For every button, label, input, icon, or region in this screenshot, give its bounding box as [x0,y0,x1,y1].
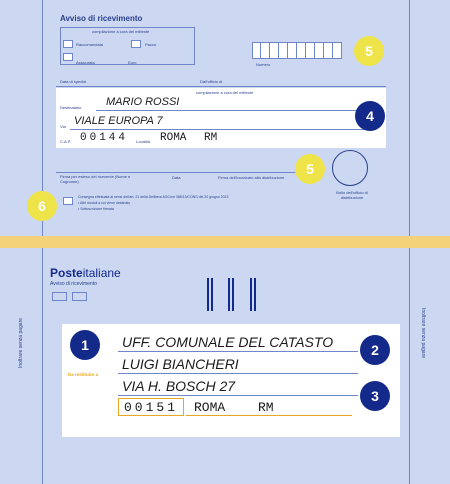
side-text-left: Inoltrare senza pagare [18,317,24,368]
small-box-1 [52,292,67,301]
cap-label: C.A.P. [60,139,72,144]
option-raccomandata-label: Raccomandata [76,42,103,47]
address-line-3: VIA H. BOSCH 27 [122,378,236,394]
marker-5-numero: 5 [354,36,384,66]
office-label: Dall'ufficio di [200,79,223,84]
marker-3-street: 3 [360,381,390,411]
poste-logo-light: italiane [82,266,121,280]
return-prov: RM [258,400,274,415]
option-pacco-label: Pacco [145,42,157,47]
barcode-bar-1 [207,278,209,311]
signature-line [56,172,306,173]
destinatario-label: Destinatario [60,105,82,110]
small-box-2 [72,292,87,301]
numero-cells[interactable] [252,42,342,59]
option-assicurata-label: Assicurata [76,60,95,65]
address-underline-1 [118,351,358,352]
via-label: Via [60,124,66,129]
bottom-subtitle: Avviso di ricevimento [50,281,97,287]
localita-label: Località [136,139,150,144]
top-card [0,0,450,236]
consegna-sub2: • Sottoscrizione firmata [78,207,114,211]
poste-logo-bold: Poste [50,266,83,280]
recipient-hint: compilazione a cura del mittente [196,90,254,95]
address-underline-2 [118,373,358,374]
city-value: ROMA [160,132,187,144]
data-label: Data [172,175,181,180]
date-office-underline [56,86,386,87]
destinatario-value: MARIO ROSSI [106,96,180,108]
bollo-label: Bollo dell'ufficio di distribuzione [336,190,368,200]
address-underline-3 [118,395,358,396]
firma-incaricato-label: Firma dell'incaricato alla distribuzione [218,175,285,180]
checkbox-pacco[interactable] [131,40,141,48]
marker-2-address: 2 [360,335,390,365]
barcode-bar-3 [250,278,252,311]
poste-logo [50,266,121,280]
prov-value: RM [204,132,218,144]
right-margin-line-bottom [409,248,410,484]
return-city: ROMA [194,400,226,415]
checkbox-assicurata[interactable] [63,53,73,61]
consegna-checkbox[interactable] [63,197,73,205]
barcode-bar-2 [228,278,230,311]
bottom-card [0,248,450,484]
da-restituire-label: Da restituire a [68,372,99,377]
card-separator [0,236,450,248]
checkbox-raccomandata[interactable] [63,40,73,48]
right-margin-line [409,0,410,236]
firma-label: Firma per esteso del ricevente (Nome e Cognome) [60,174,131,184]
marker-5-signature: 5 [295,154,325,184]
address-line-2: LUIGI BIANCHERI [122,356,239,372]
sender-hint: compilazione a cura del mittente [92,29,150,34]
numero-label: Numero [256,62,271,67]
consegna-text: Consegna effettuata ai sensi dell'art. 21 della Delibera AGCom 385/13/CONS del 20 giugno 2013 [78,195,229,199]
postmark-circle [332,150,368,186]
address-line-1: UFF. COMUNALE DEL CATASTO [122,334,334,350]
destinatario-underline [96,110,376,111]
date-label: Data di spedizi [60,79,87,84]
marker-4-recipient: 4 [355,101,385,131]
marker-1-restituire: 1 [70,330,100,360]
form-title: Avviso di ricevimento [60,14,143,23]
return-address-panel [62,324,400,437]
recipient-panel [56,88,386,148]
return-cap: 00151 [124,400,179,415]
marker-6-consegna: 6 [27,191,57,221]
via-value: VIALE EUROPA 7 [74,115,163,127]
cap-value: 00144 [80,132,129,144]
via-underline [70,129,376,130]
consegna-sub1: • Altri moduli a cui viene destinato [78,201,131,205]
option-euro-label: Euro [128,60,137,65]
left-margin-line-bottom [42,248,43,484]
side-text-right: Inoltrare senza pagare [420,308,426,359]
